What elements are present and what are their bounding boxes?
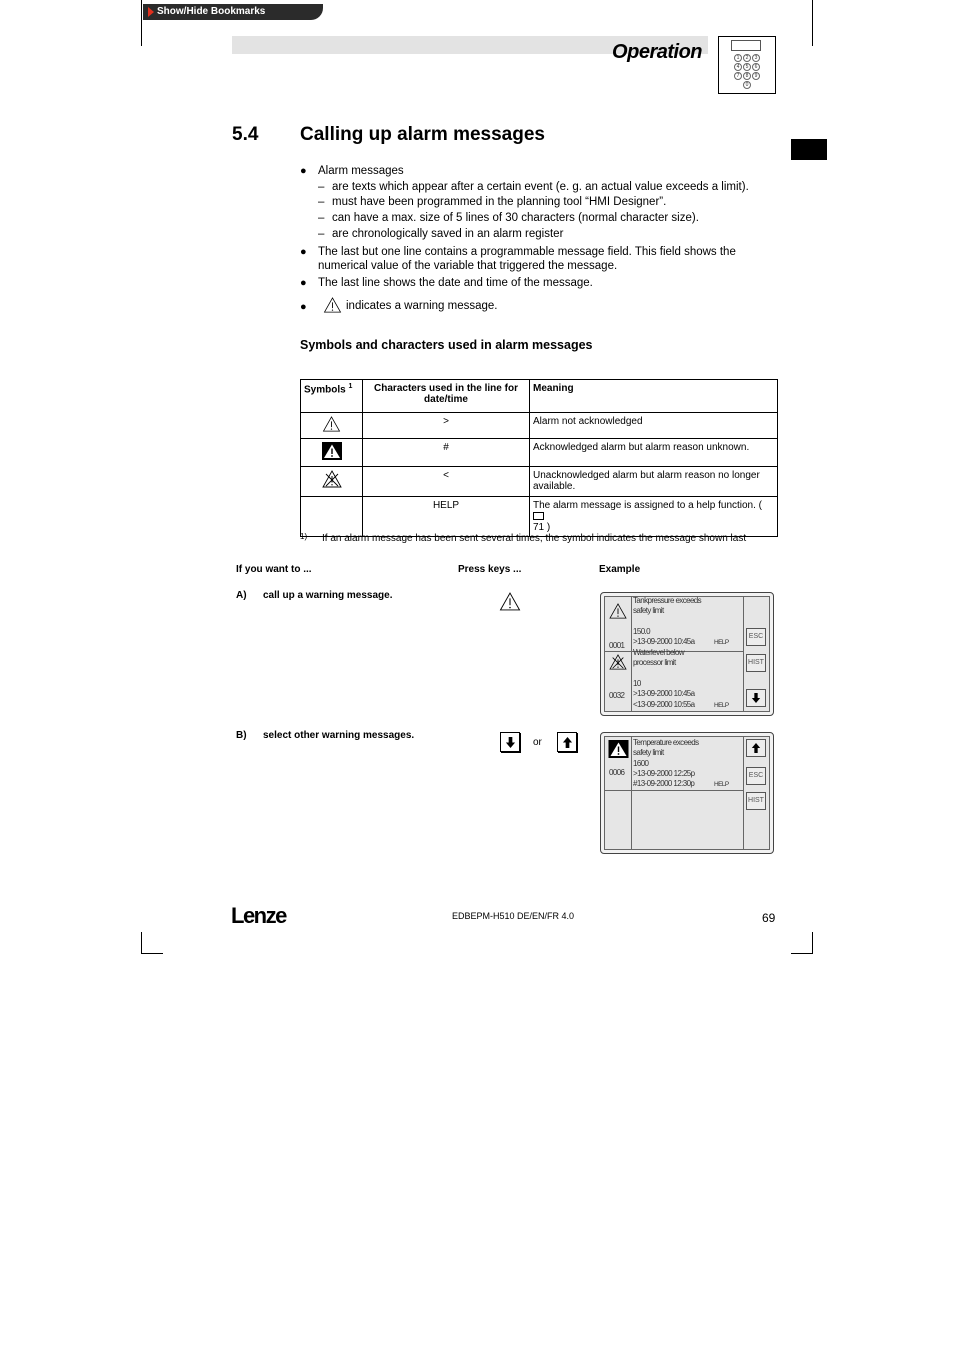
keypad-key: 7 — [734, 72, 742, 80]
warning-outline-icon — [323, 297, 342, 313]
alarm-value: 1600 — [633, 759, 649, 768]
scroll-up-button[interactable] — [746, 739, 766, 757]
table-row — [301, 467, 778, 497]
keypad-key: 4 — [734, 63, 742, 71]
doc-id: EDBEPM-H510 DE/EN/FR 4.0 — [452, 911, 575, 921]
divider — [631, 736, 632, 850]
arrow-up-icon — [751, 742, 761, 754]
step-b-letter: B) — [236, 730, 247, 741]
row-meaning: Alarm not acknowledged — [530, 413, 778, 439]
esc-button[interactable]: ESC — [746, 628, 766, 646]
alarm-line: safety limit — [633, 748, 664, 757]
crop-mark — [141, 0, 142, 46]
alarm-line: Tankpressure exceeds — [633, 596, 702, 605]
esc-button[interactable]: ESC — [746, 767, 766, 785]
col-press-header: Press keys ... — [458, 564, 522, 575]
footnote-text: If an alarm message has been sent several times, the symbol indicates the message shown last — [322, 533, 747, 544]
section-title: Calling up alarm messages — [300, 124, 545, 145]
step-a-letter: A) — [236, 590, 247, 601]
page-number: 69 — [762, 911, 776, 925]
th-symbols: Symbols $^1$ — [301, 380, 363, 413]
keypad-key: 1 — [734, 54, 742, 62]
row-meaning: The alarm message is assigned to a help function. ( 71 ) — [530, 497, 778, 537]
bookmark-arrow-icon — [148, 7, 154, 17]
hist-button[interactable]: HIST — [746, 654, 766, 672]
row-chars: # — [363, 439, 530, 467]
table-row — [301, 497, 778, 537]
warning-key-icon[interactable] — [499, 592, 521, 611]
alarm-number: 0001 — [609, 641, 625, 650]
chapter-side-tab — [791, 139, 827, 160]
dash: – — [318, 196, 325, 208]
alarm-help: HELP — [714, 781, 729, 788]
keypad-key: 8 — [743, 72, 751, 80]
col-want-header: If you want to ... — [236, 564, 312, 575]
keypad-key: 3 — [752, 54, 760, 62]
crop-mark — [791, 953, 813, 954]
alarm-number: 0032 — [609, 691, 625, 700]
chapter-title: Operation — [612, 41, 702, 63]
warning-outline-icon — [322, 416, 341, 432]
dash-text: are chronologically saved in an alarm register — [332, 228, 564, 240]
keypad-key: 6 — [752, 63, 760, 71]
bullet-dot: ● — [300, 301, 307, 313]
alarm-date: >13-09-2000 10:45a — [633, 637, 695, 646]
table-row — [301, 439, 778, 467]
warning-crossed-icon — [608, 654, 628, 670]
lenze-logo: Lenze — [231, 903, 286, 928]
crop-mark — [141, 953, 163, 954]
symbols-table — [300, 379, 778, 537]
bullet-text: The last line shows the date and time of the message. — [318, 277, 593, 289]
bullet-dot: ● — [300, 165, 307, 177]
alarm-help: HELP — [714, 702, 729, 709]
hist-button[interactable]: HIST — [746, 792, 766, 810]
th-chars: Characters used in the line for date/time — [363, 380, 530, 413]
bullet-dot: ● — [300, 246, 307, 258]
dash-text: can have a max. size of 5 lines of 30 characters (normal character size). — [332, 212, 699, 224]
crop-mark — [141, 932, 142, 954]
bullet-text: Alarm messages — [318, 165, 404, 177]
arrow-up-icon — [562, 736, 573, 749]
warning-outline-icon — [608, 603, 628, 619]
row-meaning: Acknowledged alarm but alarm reason unknown. — [530, 439, 778, 467]
alarm-help: HELP — [714, 639, 729, 646]
alarm-line: Waterlevel below — [633, 648, 685, 657]
dash-text: are texts which appear after a certain event (e. g. an actual value exceeds a limit). — [332, 181, 749, 193]
alarm-value: 150.0 — [633, 627, 651, 636]
alarm-line: safety limit — [633, 606, 664, 615]
bullet-text: indicates a warning message. — [346, 300, 498, 312]
keypad-key: 9 — [752, 72, 760, 80]
row-chars: < — [363, 467, 530, 497]
col-example-header: Example — [599, 564, 641, 575]
step-b-text: select other warning messages. — [263, 730, 415, 741]
dash-text: must have been programmed in the planning tool “HMI Designer”. — [332, 196, 667, 208]
bullet-dot: ● — [300, 277, 307, 289]
alarm-date: #13-09-2000 12:30p — [633, 779, 695, 788]
arrow-down-key[interactable] — [500, 732, 520, 752]
or-label: or — [533, 737, 542, 748]
footnote-number: 1) — [300, 532, 308, 541]
arrow-up-key[interactable] — [557, 732, 577, 752]
section-number: 5.4 — [232, 124, 259, 145]
divider — [604, 790, 743, 791]
keypad-key: 0 — [743, 81, 751, 89]
crop-mark — [812, 932, 813, 954]
th-meaning: Meaning — [530, 380, 778, 413]
table-row — [301, 413, 778, 439]
bullet-text: The last but one line contains a programmable message field. This field shows the numerical value of the variable that triggered the message. — [318, 246, 736, 272]
step-a-text: call up a warning message. — [263, 590, 393, 601]
show-hide-bookmarks-tab[interactable] — [143, 4, 323, 20]
dash: – — [318, 228, 325, 240]
alarm-date: <13-09-2000 10:55a — [633, 700, 695, 709]
crop-mark — [812, 0, 813, 46]
alarm-date: >13-09-2000 12:25p — [633, 769, 695, 778]
alarm-line: processor limit — [633, 658, 676, 667]
warning-filled-icon — [322, 442, 342, 460]
alarm-value: 10 — [633, 679, 641, 688]
keypad-screen — [731, 40, 761, 51]
row-chars: HELP — [363, 497, 530, 537]
warning-filled-icon — [608, 740, 629, 758]
warning-crossed-icon — [322, 470, 342, 488]
alarm-date: >13-09-2000 10:45a — [633, 689, 695, 698]
symbols-heading: Symbols and characters used in alarm messages — [300, 338, 593, 352]
keypad-key: 5 — [743, 63, 751, 71]
divider — [631, 596, 632, 712]
keypad-key: 2 — [743, 54, 751, 62]
divider — [743, 596, 744, 712]
bookmark-tab-label: Show/Hide Bookmarks — [157, 6, 266, 17]
dash: – — [318, 181, 325, 193]
scroll-down-button[interactable] — [746, 689, 766, 707]
arrow-down-icon — [751, 692, 761, 704]
arrow-down-icon — [505, 736, 516, 749]
row-chars: > — [363, 413, 530, 439]
book-ref-icon[interactable] — [533, 512, 544, 520]
divider — [743, 736, 744, 850]
dash: – — [318, 212, 325, 224]
alarm-number: 0006 — [609, 768, 625, 777]
row-meaning: Unacknowledged alarm but alarm reason no longer available. — [530, 467, 778, 497]
alarm-line: Temperature exceeds — [633, 738, 699, 747]
